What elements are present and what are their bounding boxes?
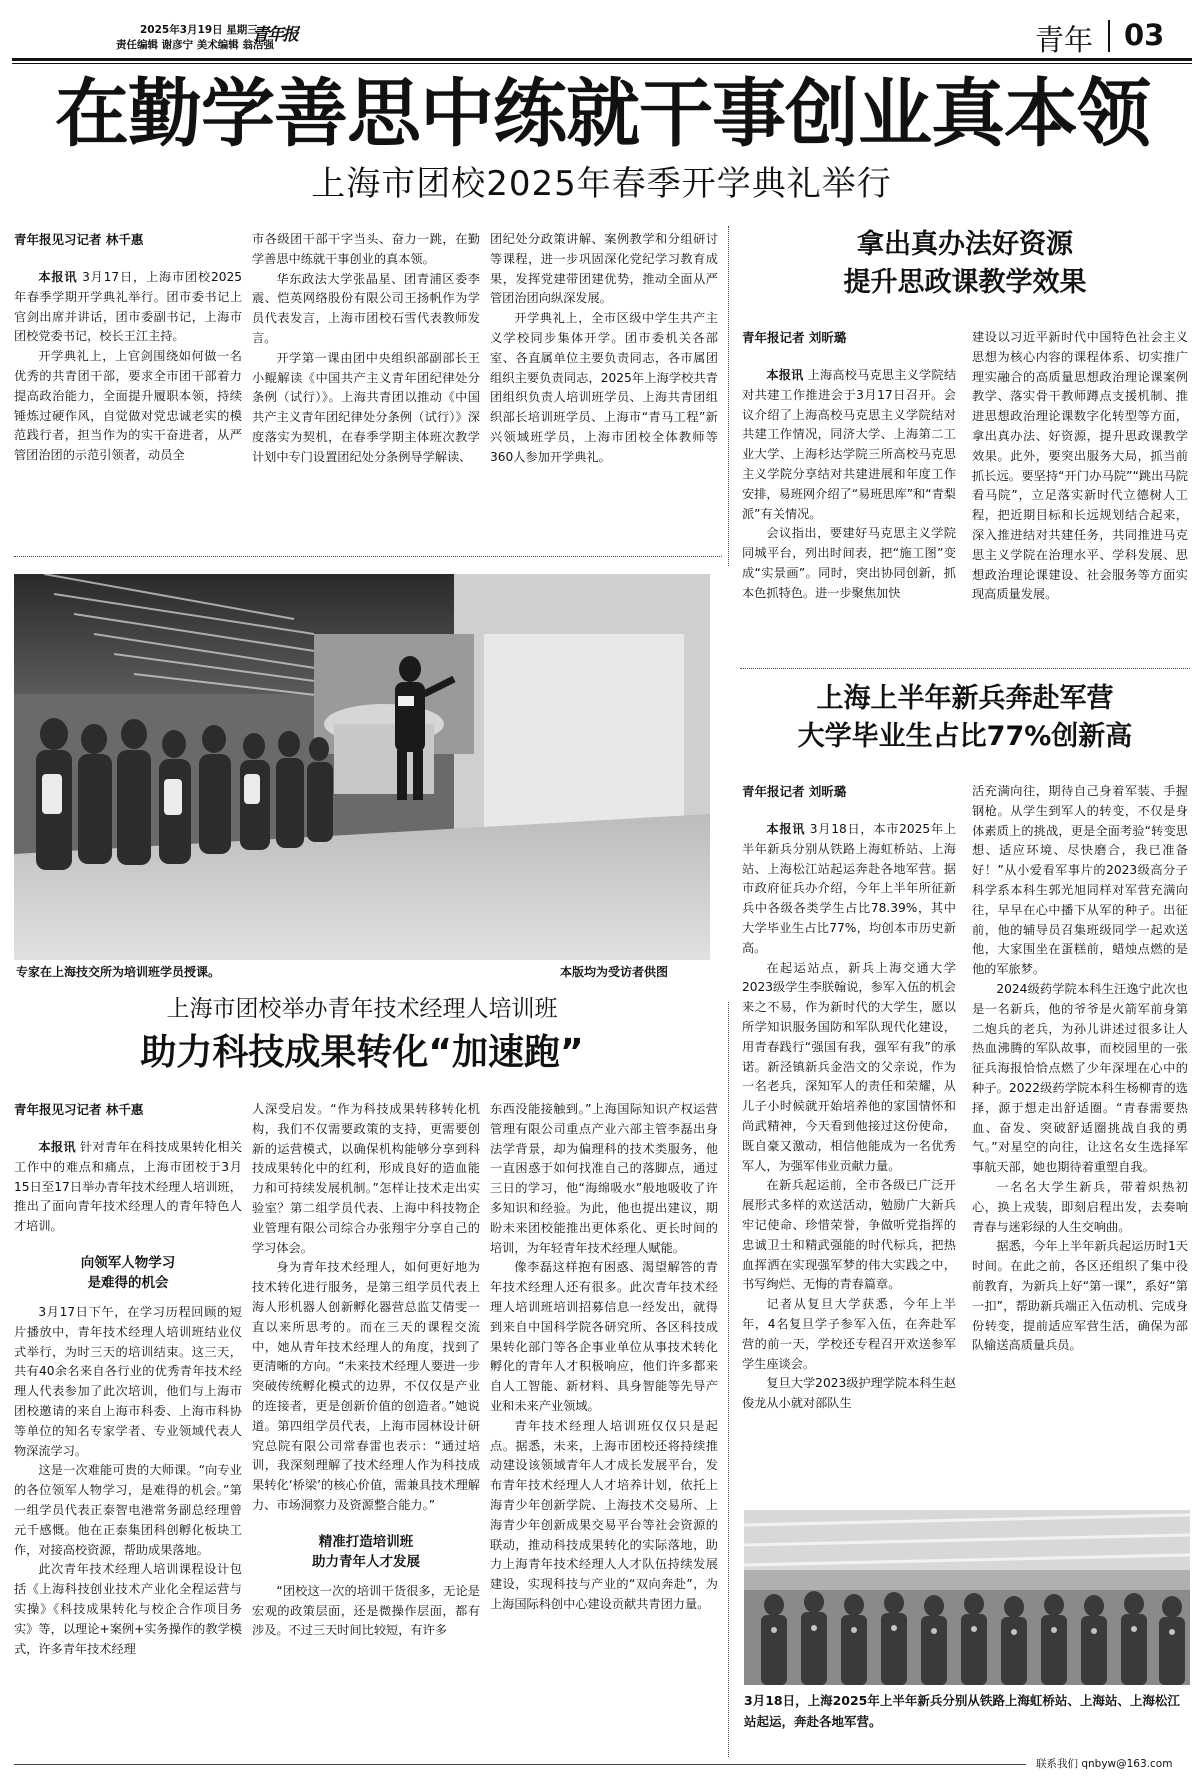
ideology-headline-1: 拿出真办法好资源 <box>857 229 1073 260</box>
article-lead: 本报讯 <box>38 1140 76 1154</box>
article-text: 团纪处分政策讲解、案例教学和分组研讨等课程，进一步巩固深化党纪学习教育成果，发挥党建带团建优势，推动全面从严管团治团向纵深发展。 <box>490 232 718 306</box>
article-paragraph <box>972 782 1188 980</box>
article-text: 开学第一课由团中央组织部副部长王小鲲解读《中国共产主义青年团纪律处分条例（试行）》。上海共青团以推动《中国共产主义青年团纪律处分条例（试行）》深度落实为契机，在春季学期主体班次教学计划中专门设置团纪处分条例导学解读、 <box>252 350 480 464</box>
photo-credit: 本版均为受访者供图 <box>560 965 669 979</box>
article-text: 开学典礼上，全市区级中学生共产主义学校同步集体开学。团市委机关各部室、各直属单位主要负责同志，各市属团组织主要负责同志，2025年上海学校共青团组织负责人培训班学员、上海共青团组织部长培训班学员、上海市“青马工程”新兴领域班学员，上海市团校全体教师等360人参加开学典礼。 <box>490 311 718 464</box>
ideology-headline-2: 提升思政课教学效果 <box>843 267 1087 298</box>
article-paragraph <box>252 1258 480 1515</box>
article-paragraph <box>490 1417 718 1615</box>
article-lead: 本报讯 <box>38 270 78 284</box>
article-text: 据悉，今年上半年新兵起运历时1天时间。在此之前，各区还组织了集中役前教育，为新兵上好“第一课”，系好“第一扣”，帮助新兵端正入伍动机、完成身份转变，提前适应军营生活，确保为部队输送高质量兵员。 <box>972 1239 1188 1353</box>
ideology-col2 <box>972 328 1188 605</box>
tech-col3-flow <box>490 1100 718 1615</box>
article-subhead-line: 是难得的机会 <box>87 1274 169 1291</box>
main-col1-flow <box>14 268 242 466</box>
article-text: 2024级药学院本科生汪逸宁此次也是一名新兵，他的爷爷是火箭军前身第二炮兵的老兵，为孙儿讲述过很多让人热血沸腾的军队故事，而校园里的一张征兵海报恰恰点燃了少年深埋在心中的种子。2022级药学院本科生杨柳青的选择，源于想走出舒适圈。“青春需要热血、奋发、突破舒适圈挑战自我的勇气。”对星空的向往，让这名女生选择军事航天部，她也期待着重塑自我。 <box>972 981 1188 1175</box>
article-paragraph <box>742 1374 956 1414</box>
article-text: 复旦大学2023级护理学院本科生赵俊龙从小就对部队生 <box>742 1376 956 1411</box>
article-text: 像李磊这样抱有困惑、渴望解答的青年技术经理人还有很多。此次青年技术经理人培训班培训招募信息一经发出，就得到来自中国科学院各研究所、各区科技成果转化部门等各企事业单位从事技术转化孵化的青年人才积极响应，他们许多都来自人工智能、新材料、具身智能等先导产业和未来产业领域。 <box>490 1260 718 1413</box>
tech-col2-flow <box>252 1100 480 1641</box>
article-paragraph <box>252 349 480 468</box>
article-text: 会议指出，要建好马克思主义学院同城平台，列出时间表，把“施工图”变成“实景画”。同时，突出协同创新，抓本色抓特色。进一步聚焦加快 <box>742 526 956 600</box>
article-paragraph <box>252 1582 480 1641</box>
article-paragraph <box>14 1138 242 1237</box>
article-text: 3月17日下午，在学习历程回顾的短片播放中，青年技术经理人培训班结业仪式举行，为时三天的培训结束。这三天，共有40余名来自各行业的优秀青年技术经理人代表参加了此次培训，他们与上海市团校邀请的来自上海市科委、上海市科协等单位的知名专家学者、专业领域代表人物深流学习。 <box>14 1304 242 1458</box>
article-text: 身为青年技术经理人，如何更好地为技术转化进行服务，是第三组学员代表上海人形机器人创新孵化器营总监艾倩雯一直以来所思考的。而在三天的课程交流中，她从青年技术经理人的角度，找到了更清晰的方向。“未来技术经理人要进一步突破传统孵化模式的边界，不仅仅是产业的连接者，更是创新价值的创造者。”她说道。第四组学员代表，上海市园林设计研究总院有限公司常春雷也表示：“通过培训，我深刻理解了技术经理人作为科技成果转化‘桥梁’的核心价值，需兼具技术理解力、市场洞察力及资源整合能力。” <box>252 1260 480 1512</box>
ideology-col2-flow <box>972 328 1188 605</box>
main-story-col2 <box>252 230 480 468</box>
article-text: 建设以习近平新时代中国特色社会主义思想为核心内容的课程体系、切实推广理实融合的高质量思想政治理论课案例教学、落实骨干教师蹲点支援机制、推进思想政治理论课数字化转型等方面，拿出真办法、好资源，提升思政课教学效果。此外，要突出服务大局，抓当前抓长远。要坚持“开门办马院”“跳出马院看马院”，立足落实新时代立德树人工程，把近期目标和长远规划结合起来，深入推进结对共建任务，共同推进马克思主义学院在治理水平、学科发展、思想政治理论课建设、社会服务等方面实现高质量发展。 <box>972 330 1188 602</box>
recruits-scene <box>744 1510 1190 1685</box>
divider-under-main <box>14 556 722 557</box>
footer-contact: 联系我们 qnbyw@163.com <box>1036 1758 1173 1770</box>
masthead-logo: 青年报 <box>252 25 297 45</box>
article-text: 东西没能接触到。”上海国际知识产权运营管理有限公司重点产业六部主管李磊出身法学背景，却为偏理科的技术类服务，他一直困惑于如何找准自己的落脚点，通过三日的学习，他“海绵吸水”般地吸收了许多知识和经验。为此，他也提出建议，期盼未来团校能推出更体系化、更长时间的培训，为年轻青年技术经理人赋能。 <box>490 1102 718 1255</box>
photo-lecture-caption: 专家在上海技交所为培训班学员授课。 <box>16 965 221 979</box>
recruit-col2-flow <box>972 782 1188 1356</box>
vertical-divider-right <box>728 226 729 566</box>
article-paragraph <box>490 230 718 309</box>
article-text: 这是一次难能可贵的大师课。“向专业的各位领军人物学习，是难得的机会。”第一组学员代表正泰智电港常务副总经理曾元千感慨。他在正泰集团科创孵化板块工作，对接高校资源，帮助成果落地。 <box>14 1463 242 1557</box>
article-text: 针对青年在科技成果转化相关工作中的难点和痛点，上海市团校于3月15日至17日举办青年技术经理人培训班，推出了面向青年技术经理人的青年特色人才培训。 <box>14 1140 243 1234</box>
article-paragraph <box>14 1303 242 1461</box>
article-paragraph <box>14 347 242 466</box>
article-lead: 本报讯 <box>766 368 804 382</box>
article-paragraph <box>742 366 956 524</box>
article-paragraph <box>252 270 480 349</box>
article-text: 人深受启发。“作为科技成果转移转化机构，我们不仅需要政策的支持，更需要创新的运营模式，以确保机构能够分享到科技成果转化中的红利，形成良好的造血能力和可持续发展机制。”怎样让技术走出实验室？第二组学员代表、上海中科技物企业管理有限公司综合办张翔宇分享自己的学习体会。 <box>252 1102 480 1255</box>
header-date: 2025年3月19日 星期三 <box>140 24 258 36</box>
article-paragraph <box>14 1560 242 1659</box>
main-col2-flow <box>252 230 480 468</box>
article-text: 3月17日，上海市团校2025年春季学期开学典礼举行。团市委书记上官剑出席并讲话，团市委副书记，上海市团校党委书记，校长王江主持。 <box>14 270 243 344</box>
header-rule <box>12 58 1192 61</box>
photo-recruits-caption: 3月18日，上海2025年上半年新兵分别从铁路上海虹桥站、上海站、上海松江站起运，奔赴各地军营。 <box>744 1693 1180 1729</box>
tech-byline: 青年报见习记者 林千惠 <box>14 1102 144 1117</box>
article-text: 活充满向往，期待自己身着军装、手握钢枪。从学生到军人的转变，不仅是身体素质上的挑战，更是全面考验“转变思想、适应环境、尽快磨合，我已准备好！”从小爱看军事片的2023级高分子科学系本科生郭光旭同样对军营充满向往，早早在心中播下从军的种子。出征前，他的辅导员召集班级同学一起欢送他，大家围坐在蛋糕前，蜡烛点燃的是他的军旅梦。 <box>972 784 1188 977</box>
article-text: “团校这一次的培训干货很多，无论是宏观的政策层面，还是微操作层面，都有涉及。不过三天时间比较短，有许多 <box>252 1583 480 1638</box>
article-text: 青年技术经理人培训班仅仅只是起点。据悉，未来，上海市团校还将持续推动建设该领域青年人才成长发展平台，发布青年技术经理人人才培养计划，依托上海青少年创新学院、上海技术交易所、上海青少年创新成果交易平台等社会资源的联动，推动科技成果转化的实际落地，助力上海青年技术经理人人才队伍持续发展建设，实现科技与产业的“双向奔赴”，为上海国际科创中心建设贡献共青团力量。 <box>490 1418 718 1611</box>
ideology-col1 <box>742 328 956 604</box>
main-byline: 青年报见习记者 林千惠 <box>14 232 144 247</box>
section-label: 青年 <box>1035 23 1094 57</box>
main-headline: 在勤学善思中练就干事创业真本领 <box>55 71 1150 157</box>
article-text: 上海高校马克思主义学院结对共建工作推进会于3月17日召开。会议介绍了上海高校马克思主义学院结对共建工作情况，同济大学、上海第二工业大学、上海杉达学院三所高校马克思主义学院分享结对共建进展和年度工作安排，易班网介绍了“易班思库”和“青梨派”有关情况。 <box>742 368 957 521</box>
vertical-divider-lower <box>728 1002 729 1757</box>
tech-headline: 助力科技成果转化“加速跑” <box>140 1032 584 1073</box>
article-paragraph <box>252 1100 480 1258</box>
article-paragraph <box>972 328 1188 605</box>
article-paragraph <box>252 230 480 270</box>
lecture-scene <box>14 574 710 960</box>
footer-rule <box>14 1764 1026 1765</box>
tech-story-col2 <box>252 1100 480 1641</box>
article-paragraph <box>490 1100 718 1258</box>
article-paragraph <box>14 268 242 347</box>
tech-kicker: 上海市团校举办青年技术经理人培训班 <box>166 996 558 1022</box>
recruit-col1-flow <box>742 820 956 1414</box>
main-story-col1 <box>14 230 242 466</box>
tech-story-col1 <box>14 1100 242 1659</box>
article-paragraph <box>742 524 956 603</box>
recruit-byline: 青年报记者 刘昕璐 <box>742 784 847 799</box>
main-story-col3 <box>490 230 718 468</box>
recruit-col2 <box>972 782 1188 1356</box>
article-subhead <box>14 1253 242 1293</box>
recruit-headline-2: 大学毕业生占比77%创新高 <box>797 721 1133 752</box>
article-text: 华东政法大学张晶星、团青浦区委李震、恺英网络股份有限公司王扬帆作为学员代表发言，上海市团校石雪代表教师发言。 <box>252 271 480 345</box>
article-lead: 本报讯 <box>766 822 806 836</box>
section-divider <box>1108 20 1110 52</box>
article-text: 在起运站点，新兵上海交通大学2023级学生李朕翰说，参军入伍的机会来之不易，作为新时代的大学生，愿以所学知识服务国防和军队现代化建设，用青春践行“强国有我，强军有我”的承诺。新泾镇新兵金浩文的父亲说，作为一名老兵，深知军人的责任和荣耀，从儿子小时候就开始培养他的家国情怀和尚武精神，今天看到他接过这份使命，既自豪又激动，相信他能成为一名优秀军人，为强军伟业贡献力量。 <box>742 960 956 1173</box>
article-paragraph <box>972 980 1188 1178</box>
article-text: 记者从复旦大学获悉，今年上半年，4名复旦学子参军入伍，在奔赴军营的前一天，学校还专程召开欢送参军学生座谈会。 <box>742 1297 956 1371</box>
article-paragraph <box>742 959 956 1177</box>
header-editors: 责任编辑 谢彦宁 美术编辑 翁浩强 <box>116 39 274 51</box>
article-paragraph <box>490 309 718 467</box>
main-subheadline: 上海市团校2025年春季开学典礼举行 <box>311 164 892 204</box>
article-subhead <box>252 1532 480 1572</box>
main-col3-flow <box>490 230 718 468</box>
article-text: 开学典礼上，上官剑围绕如何做一名优秀的共青团干部，要求全市团干部着力提高政治能力，全面提升履职本领，持续锤炼过硬作风，自觉做对党忠诚老实的模范践行者，担当作为的实干奋进者，从严管团治团的示范引领者，动员全 <box>14 349 242 463</box>
divider-right-middle <box>740 668 1190 669</box>
article-paragraph <box>972 1178 1188 1237</box>
ideology-col1-flow <box>742 366 956 604</box>
photo-recruits <box>744 1510 1190 1685</box>
photo-lecture <box>14 574 710 960</box>
recruit-col1 <box>742 782 956 1414</box>
article-paragraph <box>742 820 956 959</box>
article-paragraph <box>14 1461 242 1560</box>
article-text: 在新兵起运前，全市各级已广泛开展形式多样的欢送活动，勉励广大新兵牢记使命、珍惜荣誉，争做听党指挥的忠诚卫士和精武强能的时代标兵，把热血挥洒在实现强军梦的伟大实践之中，书写绚烂、无悔的青春篇章。 <box>742 1178 956 1292</box>
article-subhead-line: 助力青年人才发展 <box>312 1553 420 1570</box>
article-paragraph <box>742 1176 956 1295</box>
article-paragraph <box>742 1295 956 1374</box>
article-subhead-line: 向领军人物学习 <box>80 1254 176 1271</box>
ideology-byline: 青年报记者 刘昕璐 <box>742 330 847 345</box>
article-text: 一名名大学生新兵，带着炽热初心，换上戎装，即刻启程出发，去奏响青春与迷彩绿的人生交响曲。 <box>972 1179 1188 1234</box>
header-rule-thin <box>12 63 1192 64</box>
page-number: 03 <box>1124 18 1165 52</box>
article-paragraph <box>972 1237 1188 1356</box>
tech-col1-flow <box>14 1138 242 1659</box>
article-subhead-line: 精准打造培训班 <box>318 1533 414 1550</box>
article-text: 3月18日，本市2025年上半年新兵分别从铁路上海虹桥站、上海站、上海松江站起运奔赴各地军营。据市政府征兵办介绍，今年上半年所征新兵中各级各类学生占比78.39%，其中大学毕业生占比77%，均创本市历史新高。 <box>742 822 957 955</box>
article-text: 此次青年技术经理人培训课程设计包括《上海科技创业技术产业化全程运营与实操》《科技成果转化与校企合作项目务实》等，以理论+案例+实务操作的教学模式，许多青年技术经理 <box>14 1562 242 1656</box>
recruit-headline-1: 上海上半年新兵奔赴军营 <box>816 683 1114 714</box>
article-text: 市各级团干部干字当头、奋力一跳，在勤学善思中练就干事创业的真本领。 <box>252 232 480 266</box>
tech-story-col3 <box>490 1100 718 1615</box>
article-paragraph <box>490 1258 718 1416</box>
